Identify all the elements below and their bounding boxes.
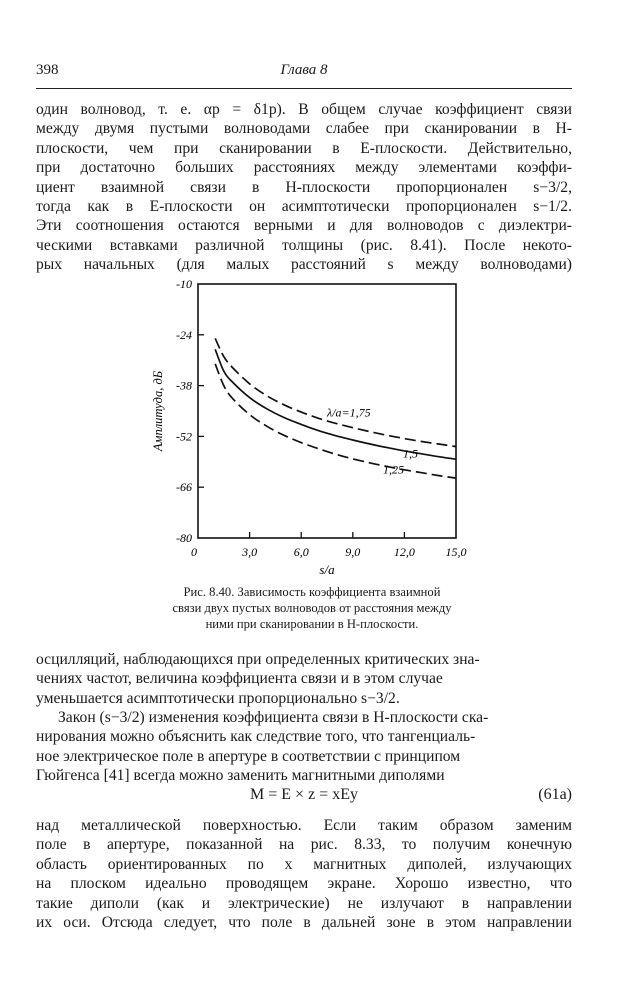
y-tick-label: -10 bbox=[176, 277, 192, 291]
series-line-2 bbox=[215, 349, 456, 459]
paragraph-1-line-5: циент взаимной связи в H-плоскости пропорционален s−3/2, bbox=[36, 178, 572, 196]
y-tick-label: -52 bbox=[176, 429, 192, 444]
x-ticks bbox=[191, 532, 467, 559]
paragraph-4-line-5: такие диполи (как и электрические) не излучают в направлении bbox=[36, 894, 572, 912]
y-tick-label: -80 bbox=[176, 531, 192, 545]
series-line-1 bbox=[215, 338, 456, 446]
y-axis-label: Амплитуда, дБ bbox=[151, 370, 165, 452]
series-label-1: λ/a=1,75 bbox=[327, 405, 371, 420]
x-axis-label: s/a bbox=[319, 562, 335, 577]
x-tick-label: 9,0 bbox=[345, 545, 361, 559]
x-tick-label: 0 bbox=[191, 545, 197, 559]
paragraph-4-line-1: над металлической поверхностью. Если таким образом заменим bbox=[36, 817, 572, 834]
paragraph-3-line-2: нирования можно объяснить как следствие того, что тангенциаль- bbox=[36, 728, 476, 746]
caption-line-3: ними при сканировании в H-плоскости. bbox=[205, 617, 419, 631]
paragraph-4-line-4: на плоском идеально проводящем экране. Хорошо известно, что bbox=[36, 875, 572, 893]
paragraph-1 bbox=[36, 100, 572, 275]
paragraph-4-line-3: область ориентированных по x магнитных диполей, излучающих bbox=[36, 855, 572, 873]
equation-expression: M = E × z = xEy bbox=[250, 786, 358, 803]
paragraph-1-line-7: Эти соотношения остаются верными и для волноводов с диэлектри- bbox=[36, 217, 572, 235]
series-labels bbox=[326, 405, 418, 476]
y-tick-label: -66 bbox=[176, 480, 192, 495]
paragraph-1-line-9: рых начальных (для малых расстояний s между волноводами) bbox=[36, 256, 572, 274]
paragraph-1-line-2: между двумя пустыми волноводами слабее при сканировании в H- bbox=[36, 120, 572, 138]
figure-caption bbox=[116, 584, 508, 632]
y-tick-label: -38 bbox=[176, 378, 192, 393]
series-label-3: 1,25 bbox=[383, 462, 404, 477]
x-tick-label: 12,0 bbox=[393, 545, 415, 559]
paragraph-2-line-2: чениях частот, величина коэффициента связи и в этом случае bbox=[36, 670, 443, 688]
y-tick-label: -24 bbox=[176, 327, 192, 342]
caption-line-2: связи двух пустых волноводов от расстояния между bbox=[172, 601, 452, 615]
series-label-2: 1,5 bbox=[403, 446, 418, 461]
paragraph-2-line-1: осцилляций, наблюдающихся при определенных критических зна- bbox=[36, 651, 480, 668]
paragraph-4-line-2: поле в апертуре, показанной на рис. 8.33, то получим конечную bbox=[36, 836, 572, 854]
y-ticks bbox=[176, 277, 204, 545]
page-header bbox=[36, 62, 572, 82]
page-number: 398 bbox=[36, 62, 59, 78]
paragraph-1-line-8: ческими вставками различной толщины (рис. 8.41). После некото- bbox=[36, 236, 572, 254]
paragraph-3-line-4: Гюйгенса [41] всегда можно заменить магнитными диполями bbox=[36, 767, 445, 785]
caption-line-1: Рис. 8.40. Зависимость коэффициента взаимной bbox=[183, 585, 441, 599]
paragraph-1-line-1: один волновод, т. е. αp = δ1p). В общем случае коэффициент связи bbox=[36, 101, 572, 118]
paragraph-1-line-6: тогда как в E-плоскости он асимптотически пропорционален s−1/2. bbox=[36, 198, 572, 216]
equation-number: (61a) bbox=[538, 786, 572, 803]
paragraph-4 bbox=[36, 816, 572, 932]
chapter-title: Глава 8 bbox=[280, 62, 328, 78]
header-rule bbox=[36, 88, 572, 89]
paragraph-3-line-3: ное электрическое поле в апертуре в соответствии с принципом bbox=[36, 747, 461, 765]
x-tick-label: 3,0 bbox=[242, 545, 258, 559]
paragraph-3 bbox=[36, 708, 572, 786]
paragraph-1-line-3: плоскости, чем при сканировании в E-плоскости. Действительно, bbox=[36, 139, 572, 157]
paragraph-3-line-1: Закон (s−3/2) изменения коэффициента связи в H-плоскости ска- bbox=[58, 709, 489, 726]
paragraph-4-line-6: их оси. Отсюда следует, что поле в дальней зоне в этом направлении bbox=[36, 914, 572, 932]
x-tick-label: 6,0 bbox=[293, 545, 309, 559]
x-tick-label: 15,0 bbox=[445, 545, 467, 559]
equation-61a bbox=[36, 786, 572, 808]
paragraph-1-line-4: при достаточно больших расстояниях между элементами коэффи- bbox=[36, 159, 572, 177]
series-line-3 bbox=[215, 364, 456, 478]
paragraph-2 bbox=[36, 650, 572, 708]
coupling-chart bbox=[140, 270, 480, 582]
paragraph-2-line-3: уменьшается асимптотически пропорционально s−3/2. bbox=[36, 689, 400, 707]
